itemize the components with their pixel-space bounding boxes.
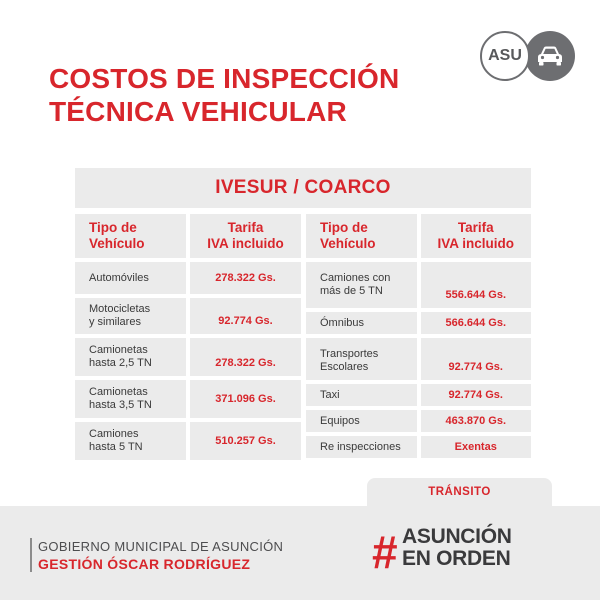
title-line-2: TÉCNICA VEHICULAR <box>49 96 347 127</box>
title-line-1: COSTOS DE INSPECCIÓN <box>49 63 400 94</box>
page-title <box>49 62 399 128</box>
rate-cell: Exentas <box>421 436 532 458</box>
campaign-hashtag-logo <box>372 524 562 578</box>
vehicle-type-cell: Automóviles <box>75 262 186 294</box>
footer-divider <box>30 538 32 572</box>
vehicle-type-cell: Equipos <box>306 410 417 432</box>
vehicle-type-cell: Camionetas hasta 3,5 TN <box>75 380 186 418</box>
rate-cell: 92.774 Gs. <box>421 338 532 380</box>
rate-cell: 371.096 Gs. <box>190 380 301 418</box>
vehicle-type-cell: Camionetas hasta 2,5 TN <box>75 338 186 376</box>
costs-table-right <box>306 214 531 458</box>
hashtag-line-1: ASUNCIÓN <box>402 525 512 548</box>
rate-cell: 278.322 Gs. <box>190 338 301 376</box>
administration-name: GESTIÓN ÓSCAR RODRÍGUEZ <box>38 556 251 572</box>
hashtag-line-2: EN ORDEN <box>402 547 511 570</box>
vehicle-type-cell: Ómnibus <box>306 312 417 334</box>
vehicle-type-cell: Re inspecciones <box>306 436 417 458</box>
vehicle-type-cell: Transportes Escolares <box>306 338 417 380</box>
rate-cell: 92.774 Gs. <box>421 384 532 406</box>
rate-cell: 463.870 Gs. <box>421 410 532 432</box>
inspection-costs-table <box>75 168 531 458</box>
rate-cell: 92.774 Gs. <box>190 298 301 334</box>
car-icon <box>525 31 575 81</box>
asu-badge <box>480 31 573 87</box>
department-tab: TRÁNSITO <box>367 478 552 506</box>
rate-cell: 566.644 Gs. <box>421 312 532 334</box>
rate-cell: 556.644 Gs. <box>421 262 532 308</box>
asu-badge-label: ASU <box>480 31 530 81</box>
hashtag-mark: # <box>372 526 398 578</box>
header-rate: Tarifa IVA incluido <box>421 214 532 258</box>
provider-header: IVESUR / COARCO <box>75 168 531 208</box>
header-vehicle-type: Tipo de Vehículo <box>75 214 186 258</box>
vehicle-type-cell: Taxi <box>306 384 417 406</box>
rate-cell: 278.322 Gs. <box>190 262 301 294</box>
vehicle-type-cell: Camiones con más de 5 TN <box>306 262 417 308</box>
header-rate: Tarifa IVA incluido <box>190 214 301 258</box>
costs-table-left <box>75 214 301 460</box>
header-vehicle-type: Tipo de Vehículo <box>306 214 417 258</box>
vehicle-type-cell: Camiones hasta 5 TN <box>75 422 186 460</box>
government-name: GOBIERNO MUNICIPAL DE ASUNCIÓN <box>38 539 284 554</box>
rate-cell: 510.257 Gs. <box>190 422 301 460</box>
vehicle-type-cell: Motocicletas y similares <box>75 298 186 334</box>
